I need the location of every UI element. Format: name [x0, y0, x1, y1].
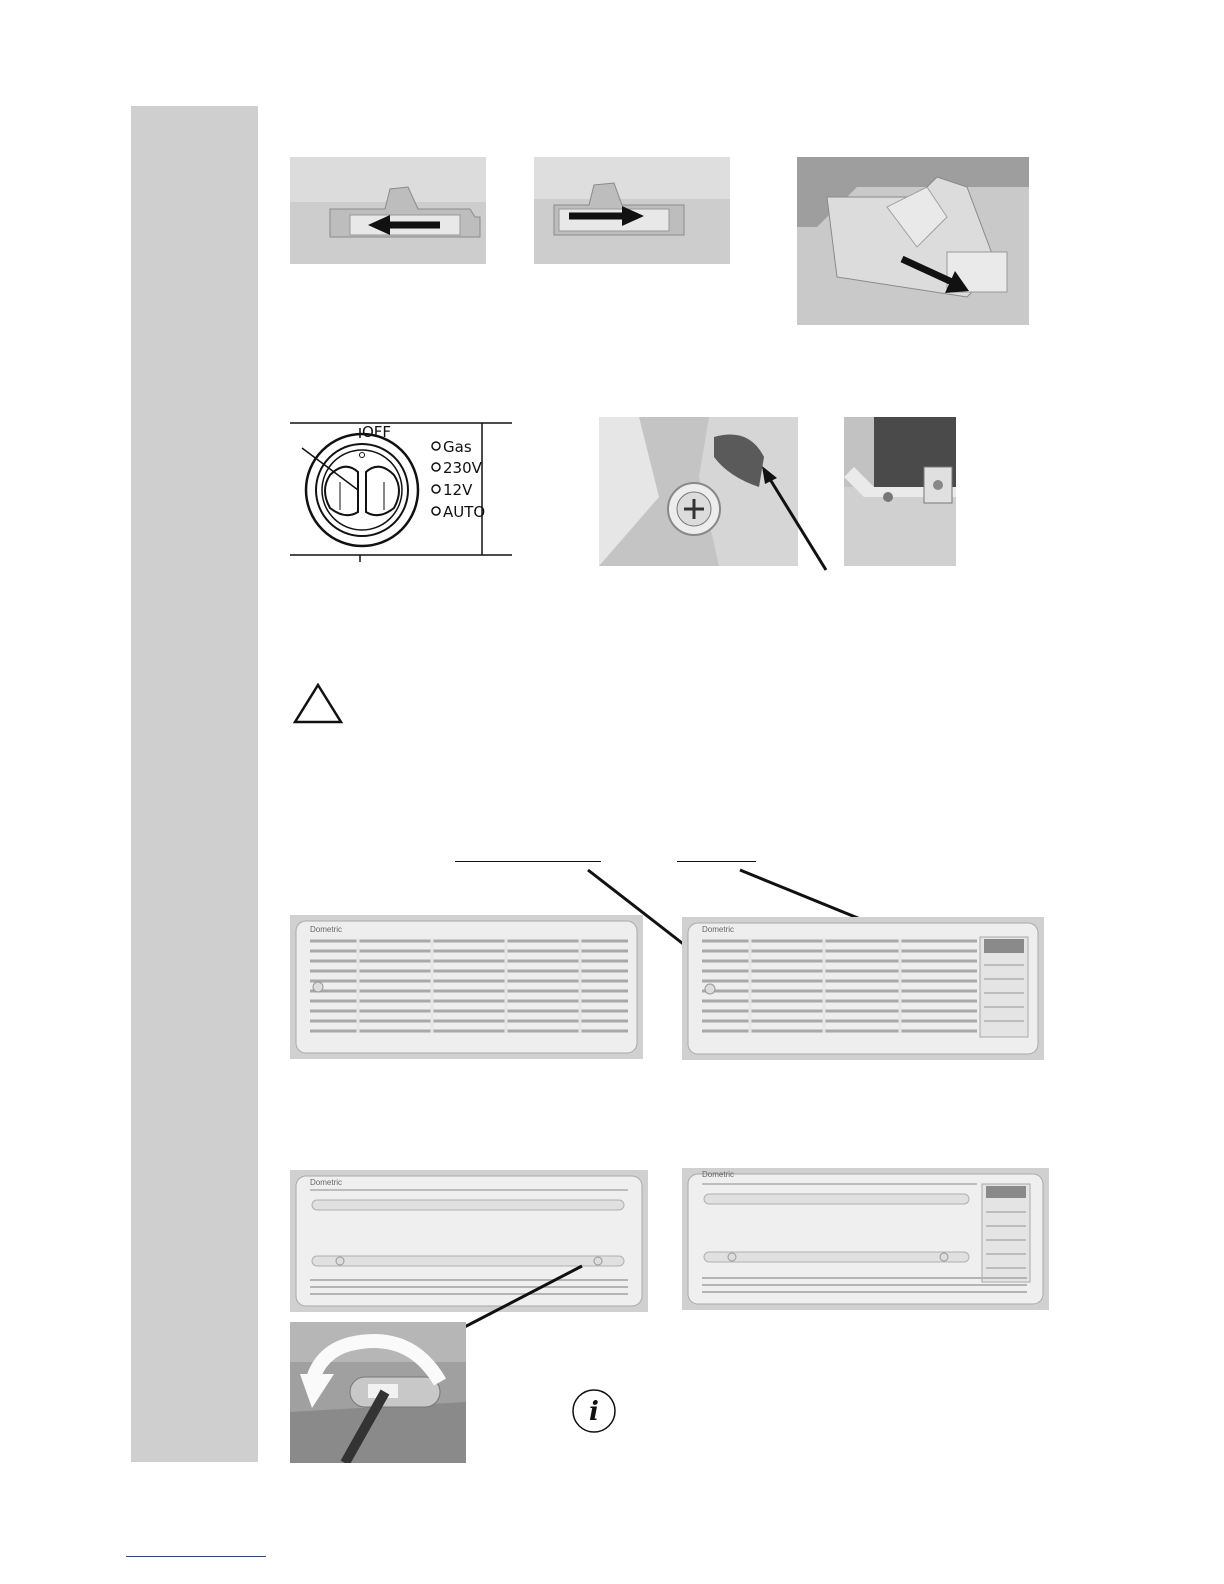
vent-brand-label: Dometric: [310, 925, 343, 934]
cover-brand-label: Dometric: [310, 1178, 343, 1187]
latch-photo-middle: [534, 157, 730, 264]
winter-cover-photo-right: [682, 1168, 1049, 1310]
mode-label-auto: AUTO: [443, 503, 486, 521]
vent-brand-label-right: Dometric: [702, 925, 735, 934]
info-glyph: i: [589, 1397, 599, 1427]
sidebar-band: [131, 106, 258, 1462]
screwdriver-detail-photo: [290, 1322, 466, 1463]
mode-label-230v: 230V: [443, 459, 482, 477]
vent-grille-photo-left: [290, 915, 643, 1059]
info-circle-icon: [571, 1388, 617, 1434]
screw-pointer-arrow: [750, 460, 840, 575]
footer-rule: [126, 1556, 266, 1557]
hinge-photo: [844, 417, 956, 566]
latch-photo-right: [797, 157, 1029, 325]
mode-label-12v: 12V: [443, 481, 473, 499]
selector-panel-drawing: [290, 420, 512, 562]
warning-triangle-icon: [293, 683, 343, 725]
cover-brand-label-right: Dometric: [702, 1170, 735, 1179]
mode-label-gas: Gas: [443, 438, 472, 456]
latch-photo-left: [290, 157, 486, 264]
vent-grille-photo-right: [682, 917, 1044, 1060]
off-label: OFF: [362, 423, 392, 441]
